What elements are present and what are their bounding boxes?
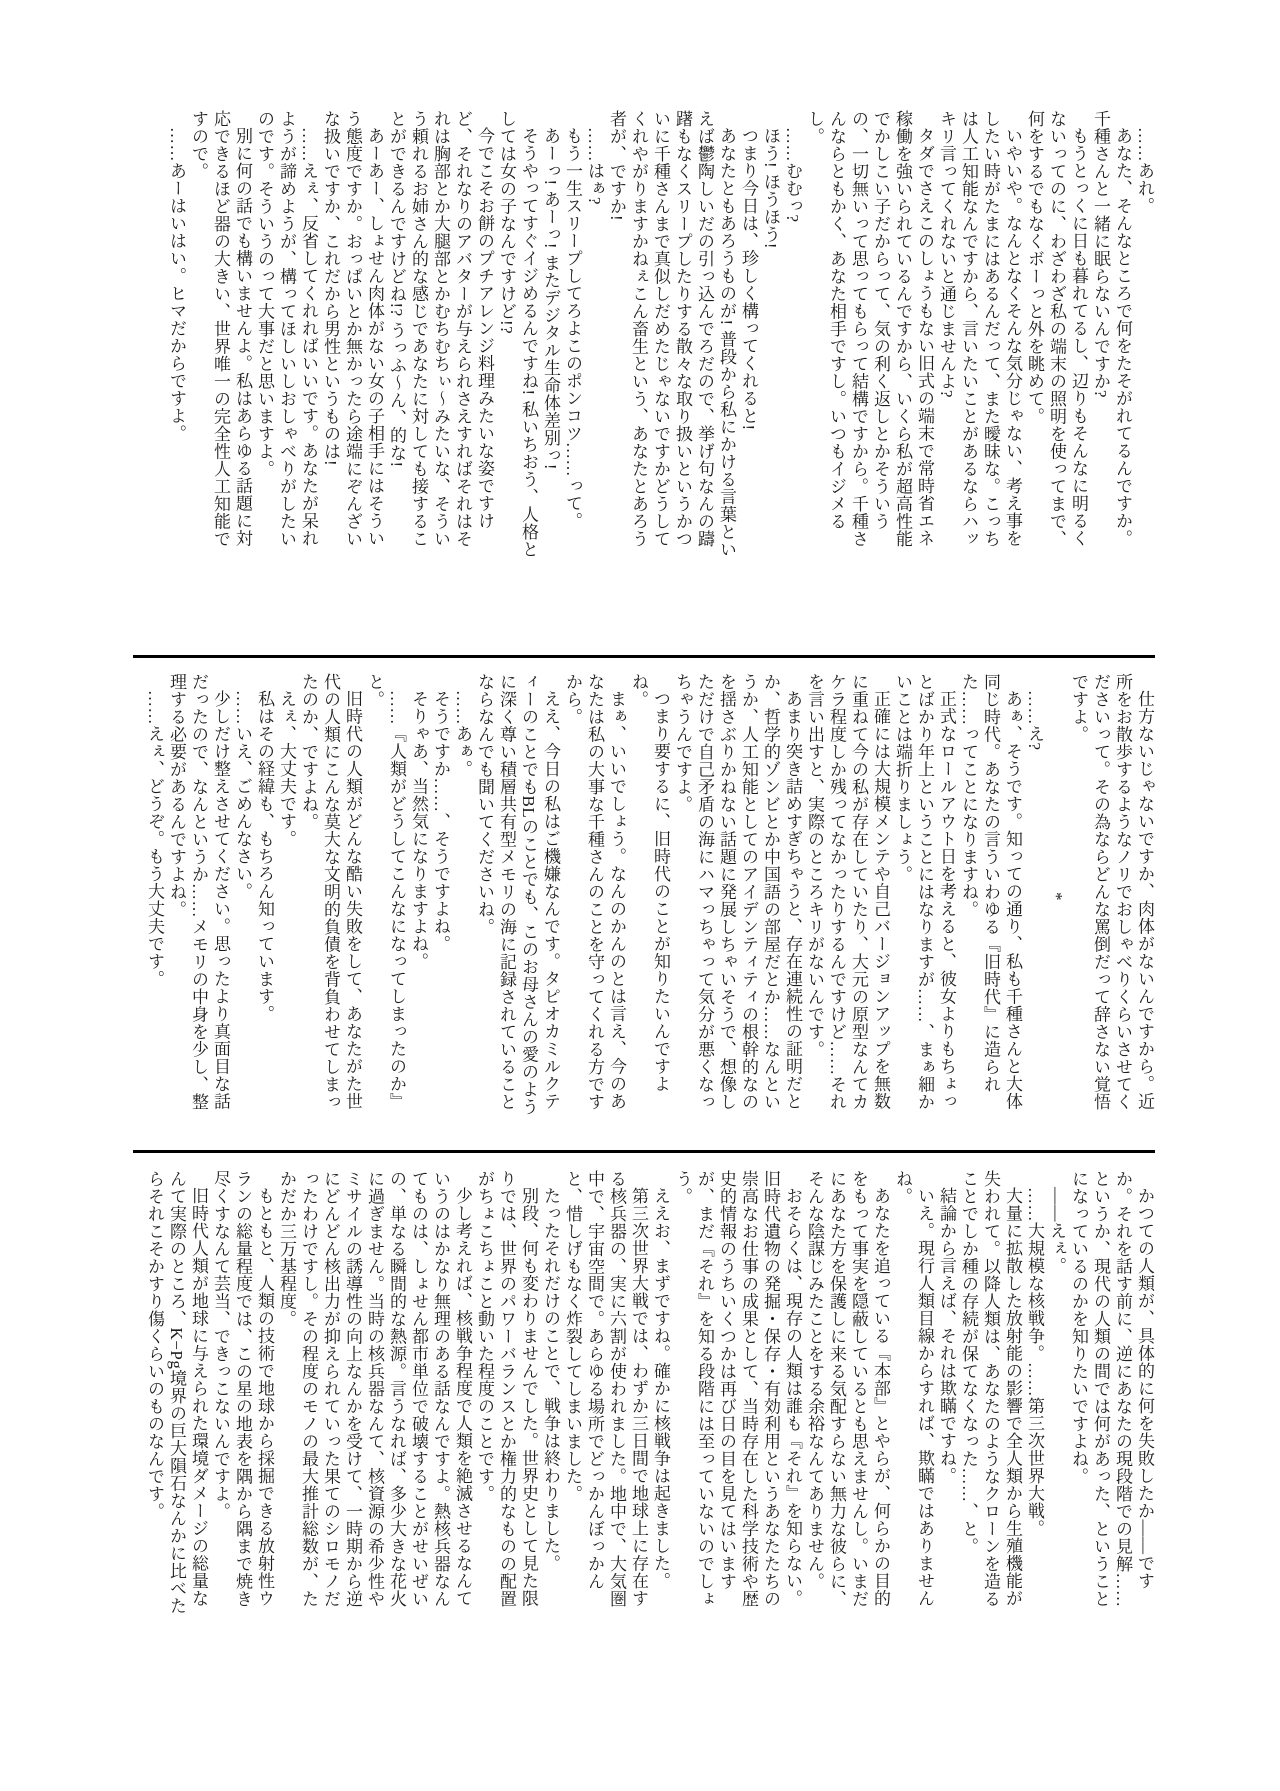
paragraph: ええ、今日の私はご機嫌なんです。タピオカミルクティーのことでもBLのことでも、このお母さんの愛のように深く尊い積層共有型メモリの海に記録されていることならなんでも聞いてくださいね。 (475, 673, 560, 1116)
paragraph: 結論から言えば、それは欺瞞ですね。 (937, 1187, 956, 1485)
text-section-middle (133, 673, 1155, 1119)
paragraph: つまり今日は、珍しく構ってくれると! (739, 127, 758, 431)
paragraph: かつての人類が、具体的に何を失敗したか――ですか。それを話す前に、逆にあなたの現段階での見解……というか、現代の人類の間では何があった、ということになっているのかを知りたいですよね。 (1069, 1170, 1154, 1608)
paragraph: 私はその経緯も、もちろん知っています。 (255, 690, 274, 1023)
paragraph: つまり要するに、旧時代のことが知りたいんですよね。 (629, 673, 670, 1093)
paragraph: 第三次世界大戦では、わずか三日間で地球上に存在する核兵器の、実に六割が使われました。地中で、大気圏中で、宇宙空間で。あらゆる場所でどっかんぼっかんと、惜しげもなく炸裂してしまいました。 (563, 1170, 648, 1608)
paragraph: あーあー、しょせん肉体がない女の子相手にはそういう態度ですか。おっぱいとか無かったら途端にぞんざいな扱いですか、これだから男性というものは! (321, 110, 384, 548)
paragraph: もう一生スリープしてろよこのポンコツ……って。 (563, 127, 582, 530)
paragraph: ……あぁ。 (453, 690, 472, 778)
paragraph: いやいや。なんとなくそんな気分じゃない、考え事をしたい時がたまにはあるんだって、また曖昧な。こっちは人工知能なんですから、言いたいことがあるならハッキリ言ってくれないと通じませんよ? (937, 110, 1022, 548)
scene-break-asterisk: * (1047, 891, 1066, 901)
paragraph: あぁ、そうです。知っての通り、私も千種さんと大体同じ時代。あなたの言ういわゆる『旧時代』に造られた……ってことになりますね。 (959, 673, 1022, 1110)
paragraph: ――えぇ。 (1047, 1187, 1066, 1275)
paragraph: そうやってすぐイジめるんですね! 私いちおう、人格としては女の子なんですけど!? (497, 110, 538, 558)
paragraph: ……大規模な核戦争。……第三次世界大戦。 (1025, 1187, 1044, 1537)
paragraph: タダでさえこのしょうもない旧式の端末で常時省エネ稼働を強いられているんですから、いくら私が超高性能でかしこい子だからって、気の利く返しとかそういうの、一切無いって思ってもらって結構ですから。千種さんならともかく、あなた相手ですし。いつもイジメるし。 (805, 110, 934, 548)
paragraph: 少しだけ整えさせてください。思ったより真面目な話だったので、なんというか……メモリの中身を少し、整理する必要があるんですよね。 (167, 673, 230, 1111)
text-section-bottom (133, 1170, 1155, 1622)
paragraph: いえ。現行人類目線からすれば、欺瞞ではありませんね。 (893, 1170, 934, 1607)
paragraph: 旧時代の人類がどんな酷い失敗をして、あなたがた世代の人類にこんな莫大な文明的負債を背負わせてしまったのか、ですよね。 (299, 673, 362, 1111)
paragraph: あーっ! あーっ! またデジタル生命体差別っ! (541, 127, 560, 470)
paragraph: ……はぁ? (585, 127, 604, 206)
paragraph: そりゃあ、当然気になりますよね。 (409, 690, 428, 970)
paragraph: おそらくは、現存の人類は誰も『それ』を知らない。旧時代遺物の発掘・保存・有効利用というあなたたちの崇高なお仕事の成果として、当時存在した科学技術や歴史的情報のうちいくつかは再び日の目を見てはいますが、まだ『それ』を知る段階には至っていないのでしょう。 (673, 1170, 802, 1608)
paragraph: あなた、そんなところで何をたそがれてるんですか。千種さんと一緒に眠らないんですか? (1091, 110, 1132, 547)
paragraph: もともと、人類の技術で地球から採掘できる放射性ウランの総量程度では、この星の地表を隅から隅まで焼き尽くすなんて芸当、できっこないんですよ。 (211, 1170, 274, 1608)
paragraph: 別段、何も変わりませんでした。世界史として見た限りでは、世界のパワーバランスとか権力的なものの配置がちょこちょこと動いた程度のことです。 (475, 1170, 538, 1608)
paragraph: 別に何の話でも構いませんよ。私はあらゆる話題に対応できるほど器の大きい、世界唯一の完全性人工知能ですので。 (189, 110, 252, 548)
paragraph: そうですか……、そうですよね。 (431, 690, 450, 953)
paragraph: 正確には大規模メンテや自己バージョンアップを無数に重ねて今の私が存在していたり、大元の原型なんてカケラ程度しか残ってなかったりするんですけど……それを言い出すと、実際のところキリがないんです。 (805, 673, 890, 1111)
paragraph: ほう! ほうほう! (761, 127, 780, 250)
paragraph: ……あーはいはい。ヒマだからですよ。 (167, 127, 186, 442)
paragraph: ……いえ、ごめんなさい。 (233, 690, 252, 900)
paragraph: まぁ、いいでしょう。なんのかんのとは言え、今のあなたは私の大事な千種さんのことを守ってくれる方ですから。 (563, 673, 626, 1111)
paragraph: 大量に拡散した放射能の影響で全人類から生殖機能が失われて。以降人類は、あなたのようなクローンを造ることでしか種の存続が保てなくなった……、と。 (959, 1170, 1022, 1608)
paragraph: 仕方ないじゃないですか、肉体がないんですから。近所をお散歩するようなノリでおしゃべりくらいさせてくださいって。その為ならどんな罵倒だって辞さない覚悟ですよ。 (1069, 673, 1154, 1111)
paragraph: 少し考えれば、核戦争程度で人類を絶滅させるなんていうのはかなり無理のある話なんですよ。熱核兵器なんてものは、しょせん都市単位で破壊することがせいぜいの、単なる瞬間的な熱源。言うなれば、多少大きな花火に過ぎません。当時の核兵器なんて、核資源の希少性やミサイルの誘導性の向上なんかを受けて、一時期から逆にどんどん核出力が抑えられていった果てのシロモノだったわけですし。その程度のモノの最大推計総数が、たかだか三万基程度。 (277, 1170, 472, 1608)
paragraph: たったそれだけのことで、戦争は終わりました。 (541, 1187, 560, 1572)
paragraph: 旧時代人類が地球に与えられた環境ダメージの総量なんて実際のところ、K−Pg境界の巨大隕石なんかに比べたらそれこそかすり傷くらいのものなんです。 (145, 1170, 208, 1615)
paragraph: ええお、まずですね。確かに核戦争は起きました。 (651, 1187, 670, 1590)
paragraph: ……え? (1025, 690, 1044, 751)
paragraph: もうとっくに日も暮れてるし、辺りもそんなに明るくないってのに、わざわざ私の端末の照明を使ってまで、何をするでもなくボーっと外を眺めて。 (1025, 110, 1088, 548)
paragraph: ……あれ。 (1135, 127, 1154, 215)
text-section-top (133, 110, 1155, 562)
paragraph: 正式なロールアウト日を考えると、彼女よりもちょっとばかり年上ということにはなりますが……、まぁ細かいことは端折りましょう。 (893, 673, 956, 1111)
paragraph: あなたを追っている『本部』とやらが、何らかの目的をもって事実を隠蔽しているとも思えませんし。いまだにあなた方を保護しに来る気配すらない無力な彼らに、そんな陰謀じみたことをする余裕なんてありません。 (805, 1170, 890, 1608)
section-divider (133, 1150, 1155, 1153)
paragraph: えぇ、大丈夫です。 (277, 690, 296, 848)
paragraph: ……えぇ、どうぞ。もう大丈夫です。 (145, 690, 164, 988)
paragraph: 今でこそお餅のプチアレンジ料理みたいな姿ですけど、それなりのアバターが与えられさえすればそれはそれは胸部とか大腿部とかむちむちぃ〜みたいな、そういう頼れるお姉さん的な感じであなたに対しても接することができるんですけどね!? うっふ〜ん、的な! (387, 110, 494, 548)
paragraph: ……むむっ? (783, 127, 802, 223)
section-divider (133, 655, 1155, 658)
paragraph: あなたともあろうものが! 普段から私にかける言葉といえば鬱陶しいだの引っ込んでろだので、挙げ句なんの躊躇もなくスリープしたりする散々な取り扱いというかついに千種さんまで真似しだめたじゃないですかどうしてくれやがりますかねぇこん畜生という、あなたとあろう者が、ですか! (607, 110, 736, 558)
paragraph: あまり突き詰めすぎちゃうと、存在連続性の証明だとか、哲学的ゾンビとか中国語の部屋だとか……なんというか、人工知能としてのアイデンティティの根幹的なのを揺さぶりかねない話題に発展しちゃいそうで、想像しただけで自己矛盾の海にハマっちゃって気分が悪くなっちゃうんですよ。 (673, 673, 802, 1111)
paragraph: ……えぇ、反省してくれればいいです。あなたが呆れようが諦めようが、構ってほしいしおしゃべりがしたいのです。そういうのって大事だと思いますよ。 (255, 110, 318, 548)
paragraph: ……『人類がどうしてこんなになってしまったのか』と。 (365, 673, 406, 1110)
